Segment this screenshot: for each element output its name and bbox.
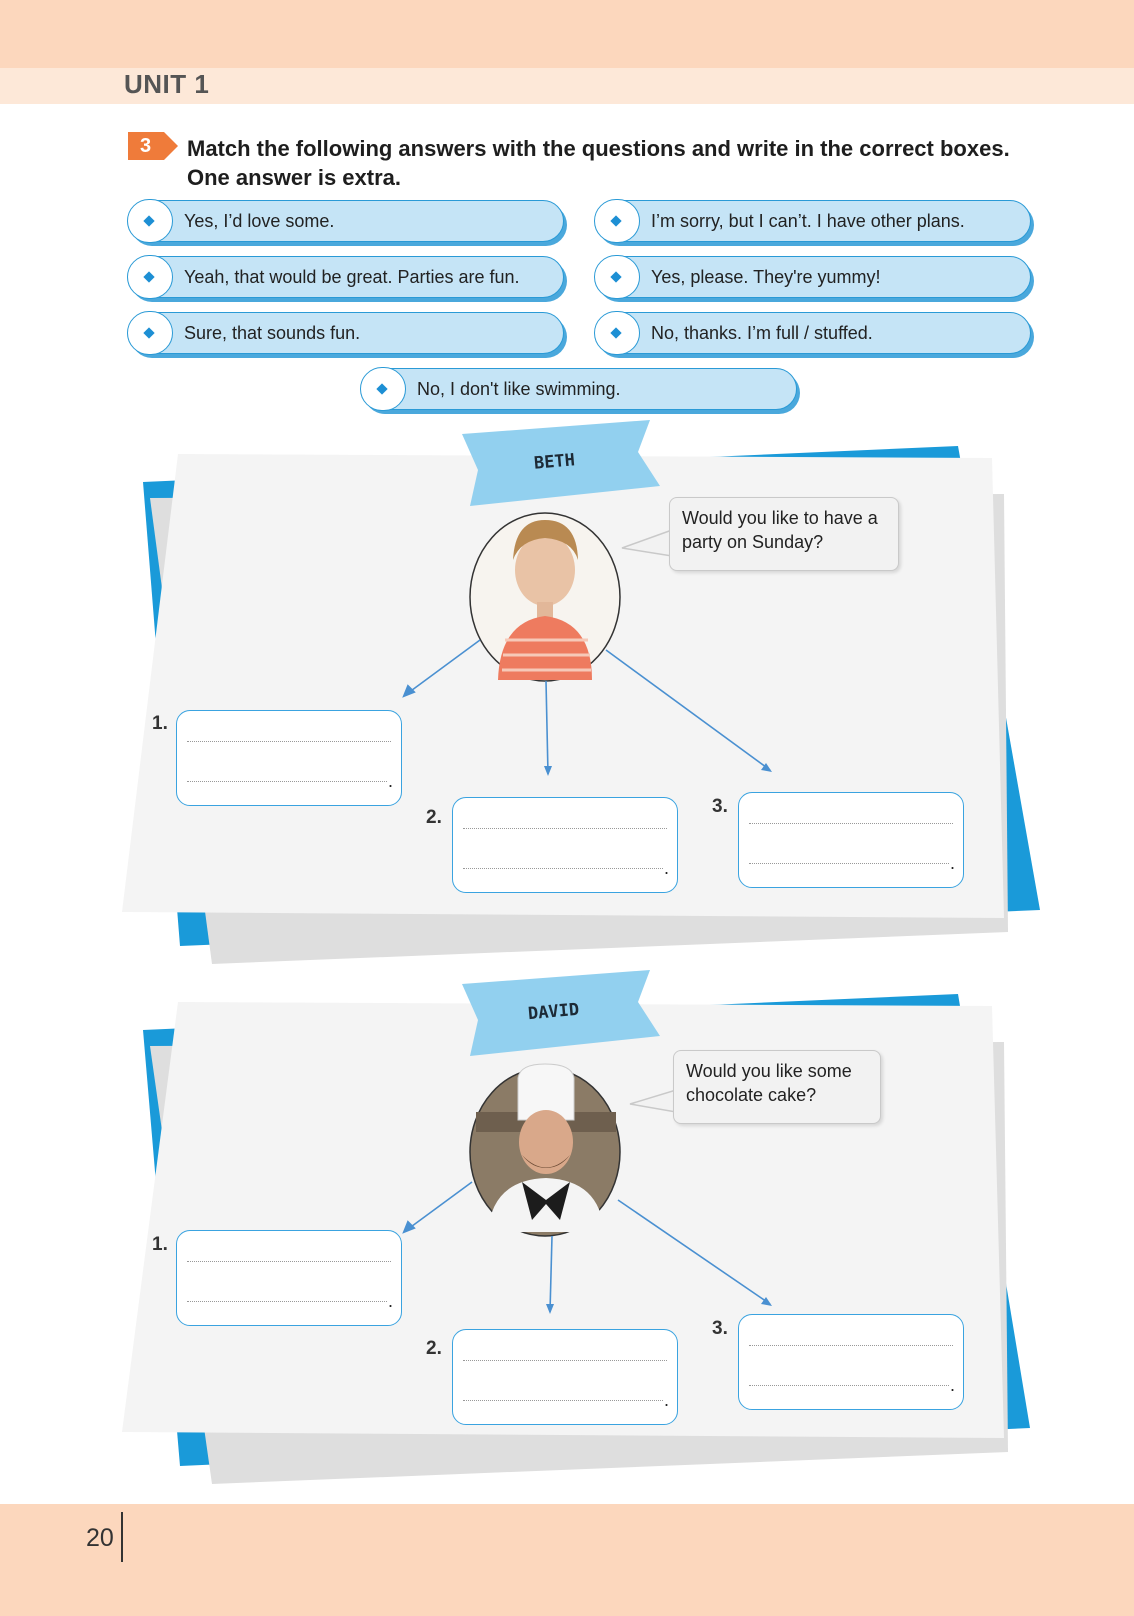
page-divider bbox=[121, 1512, 123, 1562]
answer-box-3[interactable]: . bbox=[738, 1314, 964, 1410]
question-bubble: Would you like some chocolate cake? bbox=[673, 1050, 881, 1124]
answer-text: Yeah, that would be great. Parties are fun. bbox=[184, 267, 520, 287]
answer-text: No, thanks. I’m full / stuffed. bbox=[651, 323, 873, 343]
answer-text: Yes, I’d love some. bbox=[184, 211, 335, 231]
character-name-david: DAVID bbox=[527, 999, 580, 1025]
answer-text: No, I don't like swimming. bbox=[417, 379, 621, 399]
box-label: 1. bbox=[152, 1234, 168, 1255]
answer-box-1[interactable]: . bbox=[176, 710, 402, 806]
question-bubble: Would you like to have a party on Sunday? bbox=[669, 497, 899, 571]
page-number: 20 bbox=[86, 1524, 114, 1552]
unit-title: UNIT 1 bbox=[124, 69, 210, 99]
box-label: 3. bbox=[712, 796, 728, 817]
exercise-instruction: Match the following answers with the questions and write in the correct boxes. One answer is extra. bbox=[187, 136, 1010, 190]
answer-box-1[interactable]: . bbox=[176, 1230, 402, 1326]
exercise-number-badge: 3 bbox=[128, 132, 164, 160]
box-label: 2. bbox=[426, 807, 442, 828]
footer-band bbox=[0, 1504, 1134, 1616]
box-label: 2. bbox=[426, 1338, 442, 1359]
answer-text: Yes, please. They're yummy! bbox=[651, 267, 881, 287]
answer-box-2[interactable]: . bbox=[452, 1329, 678, 1425]
box-label: 1. bbox=[152, 713, 168, 734]
answer-text: Sure, that sounds fun. bbox=[184, 323, 361, 343]
answer-box-2[interactable]: . bbox=[452, 797, 678, 893]
answer-text: I’m sorry, but I can’t. I have other plans. bbox=[651, 211, 965, 231]
character-name-beth: BETH bbox=[533, 450, 576, 474]
answer-box-3[interactable]: . bbox=[738, 792, 964, 888]
box-label: 3. bbox=[712, 1318, 728, 1339]
